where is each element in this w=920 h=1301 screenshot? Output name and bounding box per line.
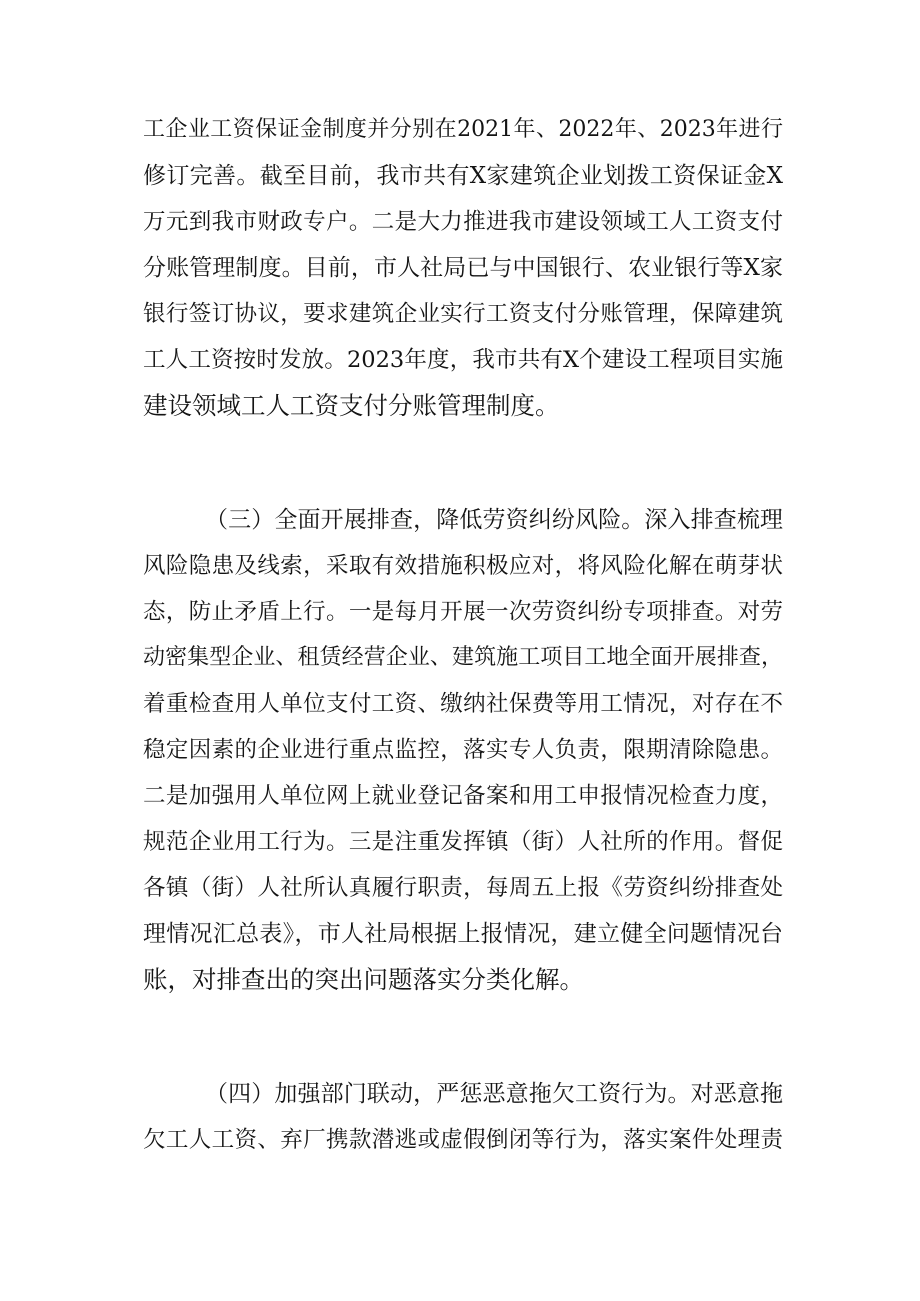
text-line: 万元到我市财政专户。二是大力推进我市建设领域工人工资支付 [143, 209, 783, 235]
text-line: 风险隐患及线索，采取有效措施积极应对，将风险化解在萌芽状 [143, 553, 783, 579]
text-line: 稳定因素的企业进行重点监控，落实专人负责，限期清除隐患。 [143, 737, 783, 763]
text-line: 银行签订协议，要求建筑企业实行工资支付分账管理，保障建筑 [143, 301, 783, 327]
text-line: 建设领域工人工资支付分账管理制度。 [143, 391, 560, 420]
text-line: 工人工资按时发放。2023年度，我市共有X个建设工程项目实施 [143, 347, 783, 373]
text-line: 各镇（街）人社所认真履行职责，每周五上报《劳资纠纷排查处 [143, 875, 783, 901]
text-line: 着重检查用人单位支付工资、缴纳社保费等用工情况，对存在不 [143, 691, 783, 717]
paragraph-heading-line: （三）全面开展排查，降低劳资纠纷风险。深入排查梳理 [205, 507, 783, 533]
text-line: 账，对排查出的突出问题落实分类化解。 [143, 965, 584, 994]
text-line: 工企业工资保证金制度并分别在2021年、2022年、2023年进行 [143, 117, 783, 142]
text-line: 修订完善。截至目前，我市共有X家建筑企业划拨工资保证金X [143, 163, 783, 189]
text-line: 态，防止矛盾上行。一是每月开展一次劳资纠纷专项排查。对劳 [143, 599, 783, 625]
paragraph-heading-line: （四）加强部门联动，严惩恶意拖欠工资行为。对恶意拖 [205, 1081, 783, 1107]
text-line: 动密集型企业、租赁经营企业、建筑施工项目工地全面开展排查， [143, 645, 783, 670]
text-line: 二是加强用人单位网上就业登记备案和用工申报情况检查力度， [143, 783, 783, 809]
text-line: 欠工人工资、弃厂携款潜逃或虚假倒闭等行为，落实案件处理责 [143, 1127, 783, 1153]
text-line: 规范企业用工行为。三是注重发挥镇（街）人社所的作用。督促 [143, 829, 783, 855]
text-line: 分账管理制度。目前，市人社局已与中国银行、农业银行等X家 [143, 255, 783, 281]
text-line: 理情况汇总表》，市人社局根据上报情况，建立健全问题情况台 [143, 921, 783, 947]
